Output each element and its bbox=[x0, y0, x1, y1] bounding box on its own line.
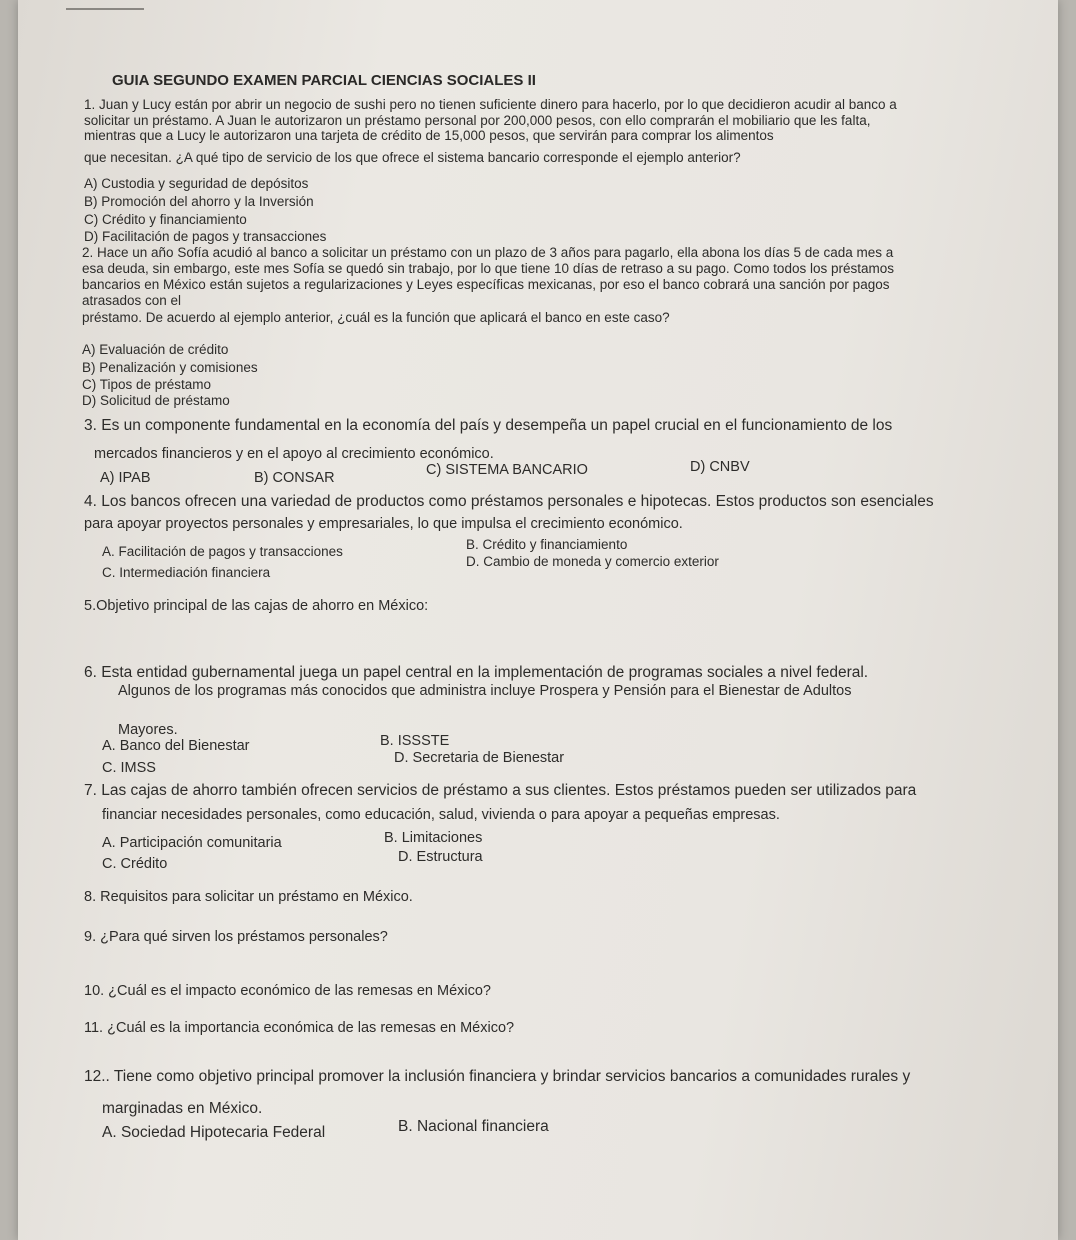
q2-option-d: D) Solicitud de préstamo bbox=[82, 393, 230, 408]
q4-line-2: para apoyar proyectos personales y empresariales, lo que impulsa el crecimiento económico. bbox=[84, 516, 683, 532]
q3-line-2: mercados financieros y en el apoyo al crecimiento económico. bbox=[94, 446, 494, 462]
page-edge-mark bbox=[66, 8, 144, 10]
q4-option-a: A. Facilitación de pagos y transacciones bbox=[102, 544, 343, 559]
q2-option-c: C) Tipos de préstamo bbox=[82, 377, 212, 392]
q2-line-1: 2. Hace un año Sofía acudió al banco a solicitar un préstamo con un plazo de 3 años para pagarlo, ella abona los días 5 de cada mes a bbox=[82, 245, 894, 260]
q7-line-1: 7. Las cajas de ahorro también ofrecen servicios de préstamo a sus clientes. Estos préstamos pueden ser utilizados para bbox=[84, 782, 917, 799]
q6-option-d: D. Secretaria de Bienestar bbox=[394, 750, 565, 766]
q1-line-2: solicitar un préstamo. A Juan le autorizaron un préstamo personal por 200,000 pesos, con ello comprarán el mobiliario que les falta, bbox=[84, 113, 871, 128]
q2-line-3: bancarios en México están sujetos a regularizaciones y Leyes específicas mexicanas, por eso el banco cobrará una sanción por pagos bbox=[82, 277, 890, 292]
q7-option-c: C. Crédito bbox=[102, 856, 168, 872]
q2-line-4: atrasados con el bbox=[82, 293, 182, 308]
q9-text: 9. ¿Para qué sirven los préstamos personales? bbox=[84, 929, 388, 945]
q1-option-b: B) Promoción del ahorro y la Inversión bbox=[84, 194, 314, 209]
q1-line-4: que necesitan. ¿A qué tipo de servicio de los que ofrece el sistema bancario corresponde el ejemplo anterior? bbox=[84, 150, 741, 165]
q12-line-1: 12.. Tiene como objetivo principal promover la inclusión financiera y brindar servicios bancarios a comunidades rurales y bbox=[84, 1068, 911, 1085]
q3-option-a: A) IPAB bbox=[100, 470, 151, 486]
q1-option-c: C) Crédito y financiamiento bbox=[84, 212, 247, 227]
q4-option-d: D. Cambio de moneda y comercio exterior bbox=[466, 554, 719, 569]
q7-option-b: B. Limitaciones bbox=[384, 830, 483, 846]
q6-option-b: B. ISSSTE bbox=[380, 733, 450, 749]
q7-option-d: D. Estructura bbox=[398, 849, 483, 865]
q2-option-a: A) Evaluación de crédito bbox=[82, 342, 229, 357]
q1-line-3: mientras que a Lucy le autorizaron una tarjeta de crédito de 15,000 pesos, que servirán para comprar los alimentos bbox=[84, 128, 774, 143]
q6-option-c: C. IMSS bbox=[102, 760, 156, 776]
q1-line-1: 1. Juan y Lucy están por abrir un negocio de sushi pero no tienen suficiente dinero para hacerlo, por lo que decidieron acudir al banco a bbox=[84, 97, 897, 112]
q12-option-a: A. Sociedad Hipotecaria Federal bbox=[102, 1124, 326, 1141]
q7-option-a: A. Participación comunitaria bbox=[102, 835, 282, 851]
q3-line-1: 3. Es un componente fundamental en la economía del país y desempeña un papel crucial en el funcionamiento de los bbox=[84, 417, 893, 434]
q4-line-1: 4. Los bancos ofrecen una variedad de productos como préstamos personales e hipotecas. Estos productos son esenciales bbox=[84, 493, 934, 510]
q1-option-a: A) Custodia y seguridad de depósitos bbox=[84, 176, 309, 191]
q7-line-2: financiar necesidades personales, como educación, salud, vivienda o para apoyar a pequeñas empresas. bbox=[102, 807, 780, 823]
q4-option-b: B. Crédito y financiamiento bbox=[466, 537, 628, 552]
q10-text: 10. ¿Cuál es el impacto económico de las remesas en México? bbox=[84, 983, 491, 999]
q2-option-b: B) Penalización y comisiones bbox=[82, 360, 258, 375]
q6-line-2: Algunos de los programas más conocidos que administra incluye Prospera y Pensión para el Bienestar de Adultos bbox=[118, 683, 852, 699]
q5-text: 5.Objetivo principal de las cajas de ahorro en México: bbox=[84, 598, 429, 614]
q3-option-c: C) SISTEMA BANCARIO bbox=[426, 462, 588, 478]
q6-line-3: Mayores. bbox=[118, 722, 178, 738]
q2-line-5: préstamo. De acuerdo al ejemplo anterior, ¿cuál es la función que aplicará el banco en este caso? bbox=[82, 310, 670, 325]
q8-text: 8. Requisitos para solicitar un préstamo en México. bbox=[84, 889, 413, 905]
page-title: GUIA SEGUNDO EXAMEN PARCIAL CIENCIAS SOCIALES II bbox=[112, 72, 536, 89]
q12-line-2: marginadas en México. bbox=[102, 1100, 263, 1117]
q4-option-c: C. Intermediación financiera bbox=[102, 565, 271, 580]
q6-option-a: A. Banco del Bienestar bbox=[102, 738, 250, 754]
exam-sheet bbox=[18, 0, 1058, 1240]
q3-option-d: D) CNBV bbox=[690, 459, 750, 475]
q3-option-b: B) CONSAR bbox=[254, 470, 335, 486]
q1-option-d: D) Facilitación de pagos y transacciones bbox=[84, 229, 327, 244]
q11-text: 11. ¿Cuál es la importancia económica de las remesas en México? bbox=[84, 1020, 515, 1036]
q2-line-2: esa deuda, sin embargo, este mes Sofía se quedó sin trabajo, por lo que tiene 10 días de retraso a su pago. Como todos los préstamos bbox=[82, 261, 894, 276]
q6-line-1: 6. Esta entidad gubernamental juega un papel central en la implementación de programas sociales a nivel federal. bbox=[84, 664, 869, 681]
q12-option-b: B. Nacional financiera bbox=[398, 1118, 549, 1135]
